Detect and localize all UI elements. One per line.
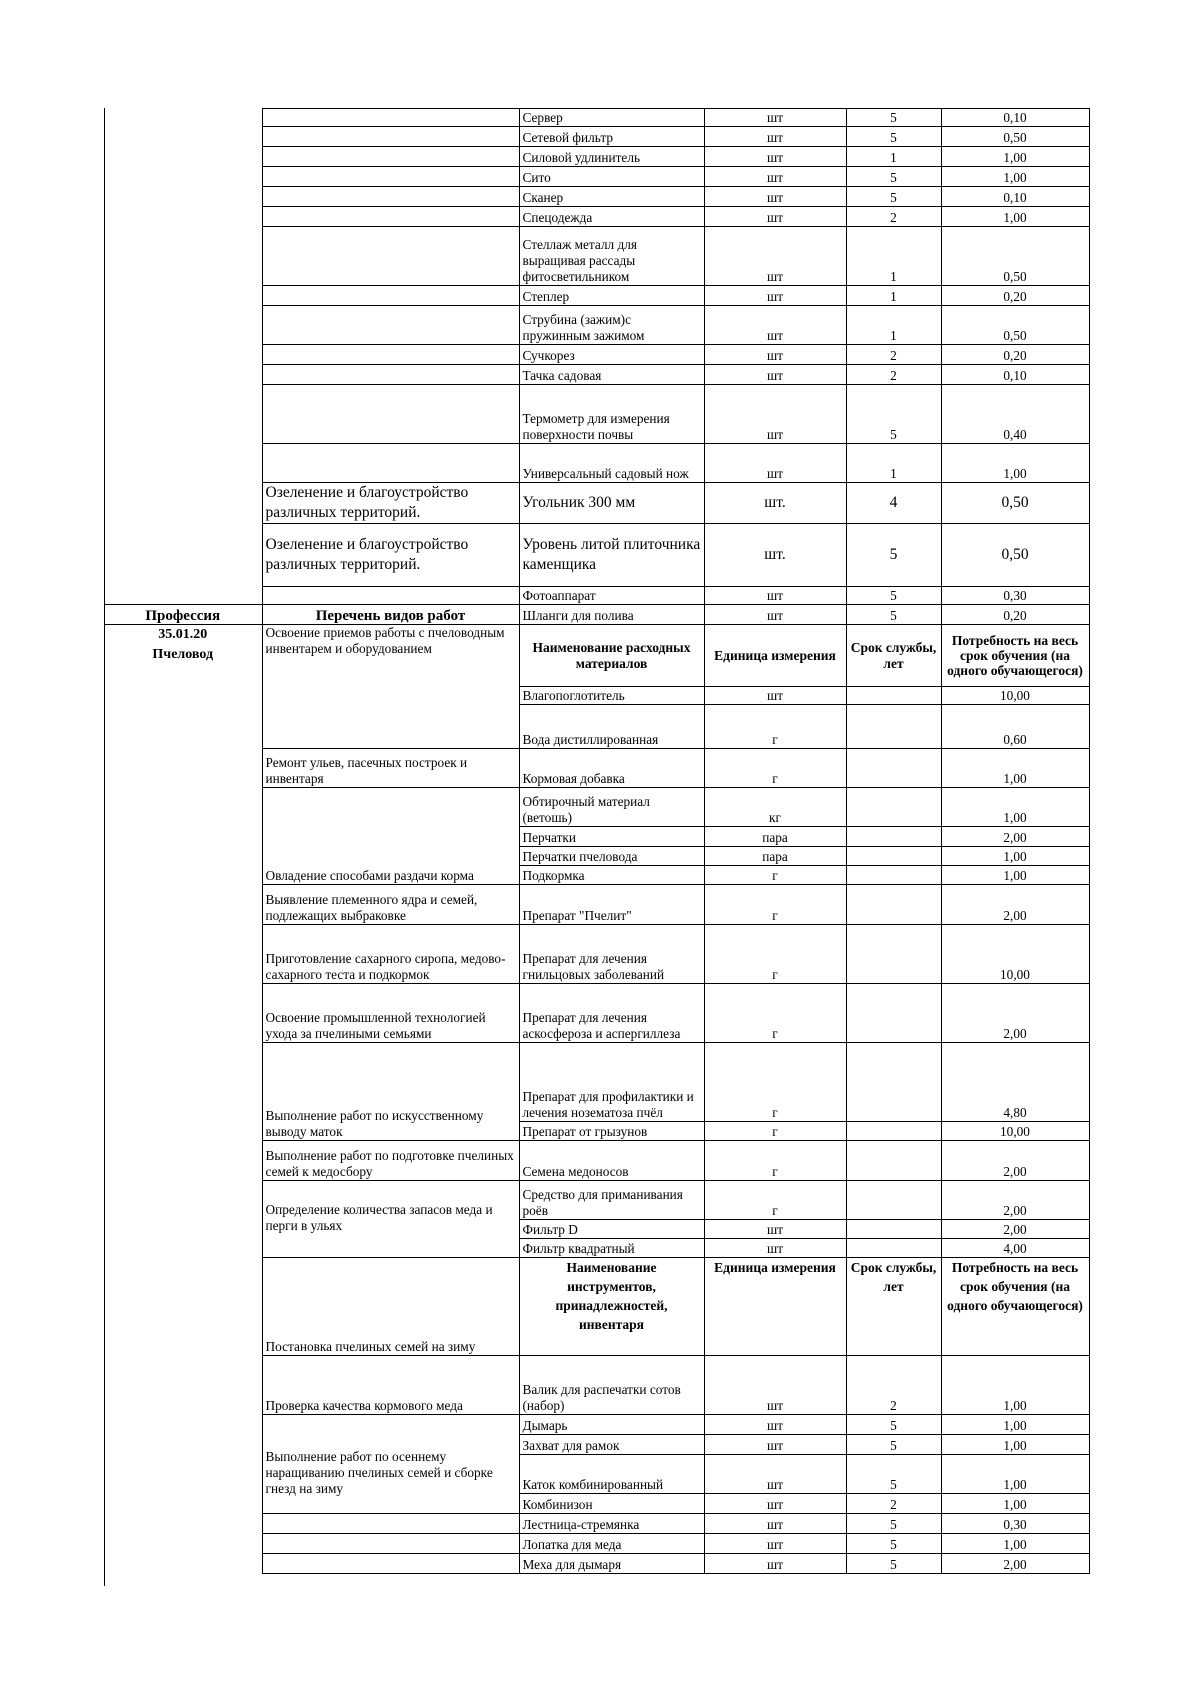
table-cell: пара	[704, 827, 846, 847]
table-cell: Единица измерения	[704, 625, 846, 687]
table-cell	[846, 1141, 941, 1181]
table-cell	[262, 207, 519, 227]
table-cell	[262, 147, 519, 167]
table-cell	[846, 788, 941, 827]
table-cell: Вода дистиллированная	[519, 705, 704, 749]
table-cell: Степлер	[519, 286, 704, 306]
table-cell: Универсальный садовый нож	[519, 444, 704, 483]
table-cell: г	[704, 749, 846, 788]
table-cell: Препарат для профилактики и лечения нозематоза пчёл	[519, 1043, 704, 1122]
table-cell: шт	[704, 1415, 846, 1435]
table-cell	[846, 687, 941, 705]
empty-cell	[104, 1043, 262, 1122]
empty-cell	[104, 345, 262, 365]
empty-cell	[104, 483, 262, 524]
table-cell	[846, 1220, 941, 1239]
table-cell: Наименование расходных материалов	[519, 625, 704, 687]
table-cell: 0,10	[941, 187, 1089, 207]
table-row	[104, 1455, 1089, 1494]
table-row	[104, 127, 1089, 147]
empty-cell	[104, 109, 262, 127]
empty-cell	[104, 385, 262, 444]
table-cell: шт.	[704, 524, 846, 587]
table-cell: 1	[846, 286, 941, 306]
table-cell: шт	[704, 1220, 846, 1239]
table-cell: 0,20	[941, 345, 1089, 365]
work-item: Выполнение работ по подготовке пчелиных семей к медосбору	[262, 1141, 519, 1181]
table-cell: 0,30	[941, 587, 1089, 605]
empty-cell	[104, 1514, 262, 1534]
table-cell: Подкормка	[519, 866, 704, 885]
empty-cell	[104, 1220, 262, 1239]
table-cell	[262, 127, 519, 147]
empty-cell	[262, 1554, 519, 1574]
table-cell	[846, 705, 941, 749]
work-item: Постановка пчелиных семей на зиму	[262, 1258, 519, 1356]
table-row	[104, 187, 1089, 207]
table-cell: 1,00	[941, 847, 1089, 866]
table-cell: 5	[846, 605, 941, 625]
table-cell: 2,00	[941, 1554, 1089, 1574]
table-cell: Потребность на весь срок обучения (на одного обучающегося)	[941, 1258, 1089, 1356]
table-cell: Фильтр квадратный	[519, 1239, 704, 1258]
table-row	[104, 167, 1089, 187]
table-row	[104, 147, 1089, 167]
table-cell: 5	[846, 127, 941, 147]
table-cell: Тачка садовая	[519, 365, 704, 385]
profession-cell	[104, 625, 262, 749]
table-cell: Сучкорез	[519, 345, 704, 365]
table-cell	[262, 587, 519, 605]
table-cell: шт	[704, 444, 846, 483]
empty-cell	[104, 1435, 262, 1455]
table-cell: 1,00	[941, 1356, 1089, 1415]
empty-cell	[262, 1534, 519, 1554]
empty-cell	[104, 1141, 262, 1181]
table-row	[104, 866, 1089, 885]
table-row	[104, 1043, 1089, 1122]
table-cell: 5	[846, 1514, 941, 1534]
table-cell	[262, 286, 519, 306]
resource-table	[104, 108, 1090, 1574]
table-row	[104, 385, 1089, 444]
table-cell: Угольник 300 мм	[519, 483, 704, 524]
table-cell: шт	[704, 1435, 846, 1455]
empty-cell	[104, 147, 262, 167]
table-row	[104, 885, 1089, 925]
table-cell: 5	[846, 385, 941, 444]
profession-header-row	[104, 605, 1089, 625]
table-cell: 5	[846, 109, 941, 127]
table-cell: 2,00	[941, 1181, 1089, 1220]
table-cell: Уровень литой плиточника каменщика	[519, 524, 704, 587]
table-row	[104, 286, 1089, 306]
table-cell: 1,00	[941, 1494, 1089, 1514]
empty-cell	[104, 749, 262, 788]
table-cell: Фотоаппарат	[519, 587, 704, 605]
empty-cell	[104, 827, 262, 847]
table-cell: г	[704, 925, 846, 984]
table-cell: шт	[704, 167, 846, 187]
empty-cell	[104, 187, 262, 207]
empty-cell	[104, 1455, 262, 1494]
table-cell: Срок службы, лет	[846, 625, 941, 687]
empty-cell	[104, 1554, 262, 1574]
table-cell: 2	[846, 1356, 941, 1415]
table-cell: 0,50	[941, 127, 1089, 147]
resource-table-page	[104, 108, 1089, 1574]
empty-cell	[104, 207, 262, 227]
work-item: Освоение приемов работы с пчеловодным инвентарем и оборудованием	[262, 625, 519, 749]
table-cell: 0,60	[941, 705, 1089, 749]
table-cell: Сервер	[519, 109, 704, 127]
table-cell: Срок службы, лет	[846, 1258, 941, 1356]
table-row	[104, 1181, 1089, 1220]
table-cell: г	[704, 1141, 846, 1181]
table-row	[104, 1239, 1089, 1258]
table-cell: Препарат от грызунов	[519, 1122, 704, 1141]
table-cell: шт	[704, 207, 846, 227]
table-cell: 1,00	[941, 444, 1089, 483]
table-cell: шт.	[704, 483, 846, 524]
work-item: Освоение промышленной технологией ухода за пчелиными семьями	[262, 984, 519, 1043]
table-row	[104, 207, 1089, 227]
table-cell: Перчатки	[519, 827, 704, 847]
table-cell: шт	[704, 1554, 846, 1574]
table-cell: Спецодежда	[519, 207, 704, 227]
table-cell: Средство для приманивания роёв	[519, 1181, 704, 1220]
table-cell: 2,00	[941, 827, 1089, 847]
table-cell: 0,30	[941, 1514, 1089, 1534]
empty-cell	[104, 587, 262, 605]
table-cell: 1,00	[941, 1415, 1089, 1435]
table-row	[104, 365, 1089, 385]
table-cell: г	[704, 1043, 846, 1122]
table-cell: 1	[846, 306, 941, 345]
table-cell	[262, 444, 519, 483]
table-cell	[846, 885, 941, 925]
table-cell: 1,00	[941, 866, 1089, 885]
table-row	[104, 109, 1089, 127]
table-cell: шт	[704, 1534, 846, 1554]
table-cell: шт	[704, 1514, 846, 1534]
table-cell: шт	[704, 587, 846, 605]
table-cell: шт	[704, 687, 846, 705]
table-cell: шт	[704, 365, 846, 385]
table-row	[104, 1356, 1089, 1415]
table-cell	[846, 984, 941, 1043]
table-cell: Препарат для лечения аскосфероза и аспергиллеза	[519, 984, 704, 1043]
table-cell: 4,80	[941, 1043, 1089, 1122]
table-cell: 10,00	[941, 1122, 1089, 1141]
table-cell: 5	[846, 587, 941, 605]
table-cell: Стеллаж металл для выращивая рассады фитосветильником	[519, 227, 704, 286]
table-cell: Потребность на весь срок обучения (на одного обучающегося)	[941, 625, 1089, 687]
table-cell: 5	[846, 1435, 941, 1455]
table-cell	[846, 749, 941, 788]
table-cell: 0,40	[941, 385, 1089, 444]
table-row	[104, 1494, 1089, 1514]
tools-header-row	[104, 1258, 1089, 1356]
table-cell: Силовой удлинитель	[519, 147, 704, 167]
empty-cell	[104, 306, 262, 345]
table-cell: Кормовая добавка	[519, 749, 704, 788]
table-cell	[846, 866, 941, 885]
table-cell	[846, 1122, 941, 1141]
table-cell: 0,50	[941, 524, 1089, 587]
table-row	[104, 1534, 1089, 1554]
table-cell: Перчатки пчеловода	[519, 847, 704, 866]
empty-cell	[104, 227, 262, 286]
table-cell: 1	[846, 147, 941, 167]
work-item: Овладение способами раздачи корма	[262, 788, 519, 885]
table-cell: Лопатка для меда	[519, 1534, 704, 1554]
table-cell: 1,00	[941, 147, 1089, 167]
table-cell: 1,00	[941, 207, 1089, 227]
table-cell	[262, 365, 519, 385]
table-cell: 0,10	[941, 109, 1089, 127]
table-cell: г	[704, 866, 846, 885]
empty-cell	[104, 1494, 262, 1514]
work-item: Выявление племенного ядра и семей, подлежащих выбраковке	[262, 885, 519, 925]
table-row	[104, 444, 1089, 483]
table-cell: 4,00	[941, 1239, 1089, 1258]
empty-cell	[104, 847, 262, 866]
table-cell: г	[704, 984, 846, 1043]
table-cell	[262, 306, 519, 345]
table-row	[104, 1554, 1089, 1574]
table-cell: 2,00	[941, 984, 1089, 1043]
empty-cell	[104, 1356, 262, 1415]
empty-cell	[104, 1258, 262, 1356]
table-cell	[846, 1181, 941, 1220]
table-cell: 5	[846, 167, 941, 187]
table-cell	[262, 227, 519, 286]
table-cell: 2	[846, 365, 941, 385]
table-cell	[846, 827, 941, 847]
empty-cell	[104, 444, 262, 483]
table-cell: 0,50	[941, 227, 1089, 286]
table-row	[104, 984, 1089, 1043]
table-cell: шт	[704, 605, 846, 625]
table-cell	[846, 847, 941, 866]
table-cell: Комбинизон	[519, 1494, 704, 1514]
work-item: Определение количества запасов меда и перги в ульях	[262, 1181, 519, 1258]
empty-cell	[104, 286, 262, 306]
table-cell: шт	[704, 345, 846, 365]
materials-header-row	[104, 625, 1089, 687]
table-cell: Семена медоносов	[519, 1141, 704, 1181]
empty-cell	[104, 1122, 262, 1141]
table-row	[104, 345, 1089, 365]
table-cell: 5	[846, 524, 941, 587]
table-cell: 4	[846, 483, 941, 524]
work-item: Выполнение работ по осеннему наращиванию пчелиных семей и сборке гнезд на зиму	[262, 1415, 519, 1514]
table-row	[104, 1435, 1089, 1455]
table-cell: 5	[846, 1455, 941, 1494]
table-row	[104, 227, 1089, 286]
table-cell: 2,00	[941, 1220, 1089, 1239]
table-cell: шт	[704, 1239, 846, 1258]
table-cell: 1,00	[941, 1435, 1089, 1455]
table-cell: г	[704, 705, 846, 749]
table-cell: г	[704, 1181, 846, 1220]
table-cell: Каток комбинированный	[519, 1455, 704, 1494]
table-cell	[262, 345, 519, 365]
table-cell: кг	[704, 788, 846, 827]
table-cell: г	[704, 885, 846, 925]
table-cell: 1,00	[941, 167, 1089, 187]
table-row	[104, 1415, 1089, 1435]
empty-cell	[104, 885, 262, 925]
table-cell: 1	[846, 444, 941, 483]
work-item: Выполнение работ по искусственному выводу маток	[262, 1043, 519, 1141]
empty-cell	[104, 127, 262, 147]
empty-cell	[104, 1239, 262, 1258]
table-cell: шт	[704, 227, 846, 286]
table-cell: 0,20	[941, 605, 1089, 625]
table-cell: Термометр для измерения поверхности почвы	[519, 385, 704, 444]
empty-cell	[262, 1514, 519, 1534]
table-cell: 1,00	[941, 749, 1089, 788]
table-cell: 0,20	[941, 286, 1089, 306]
table-cell: г	[704, 1122, 846, 1141]
work-item: Приготовление сахарного сиропа, медово-сахарного теста и подкормок	[262, 925, 519, 984]
table-cell: 5	[846, 187, 941, 207]
table-cell: Озеленение и благоустройство различных территорий.	[262, 483, 519, 524]
table-cell	[262, 167, 519, 187]
table-cell: 1,00	[941, 788, 1089, 827]
works-column-header: Перечень видов работ	[262, 605, 519, 625]
table-cell: шт	[704, 1356, 846, 1415]
empty-cell	[104, 866, 262, 885]
table-cell: Меха для дымаря	[519, 1554, 704, 1574]
table-row	[104, 1514, 1089, 1534]
table-cell: 10,00	[941, 925, 1089, 984]
table-cell: Влагопоглотитель	[519, 687, 704, 705]
table-cell: Сетевой фильтр	[519, 127, 704, 147]
table-cell: Лестница-стремянка	[519, 1514, 704, 1534]
table-row	[104, 1141, 1089, 1181]
table-row	[104, 788, 1089, 827]
table-cell	[846, 1239, 941, 1258]
table-row	[104, 749, 1089, 788]
table-cell: Наименование инструментов, принадлежностей, инвентаря	[519, 1258, 704, 1356]
table-cell: 2	[846, 207, 941, 227]
table-cell: 2,00	[941, 1141, 1089, 1181]
table-row	[104, 306, 1089, 345]
profession-title: Пчеловод	[152, 647, 214, 662]
table-cell: 0,50	[941, 306, 1089, 345]
table-cell: Сито	[519, 167, 704, 187]
table-cell: 1,00	[941, 1455, 1089, 1494]
table-cell	[846, 925, 941, 984]
table-cell: Шланги для полива	[519, 605, 704, 625]
empty-cell	[104, 167, 262, 187]
table-cell: Озеленение и благоустройство различных территорий.	[262, 524, 519, 587]
table-cell: Сканер	[519, 187, 704, 207]
table-cell: 5	[846, 1415, 941, 1435]
table-cell: 10,00	[941, 687, 1089, 705]
empty-cell	[104, 1415, 262, 1435]
table-cell: шт	[704, 385, 846, 444]
table-cell: Единица измерения	[704, 1258, 846, 1356]
table-cell: Дымарь	[519, 1415, 704, 1435]
table-row	[104, 483, 1089, 524]
empty-cell	[104, 984, 262, 1043]
table-cell: 1,00	[941, 1534, 1089, 1554]
table-cell	[846, 1043, 941, 1122]
table-cell: 2	[846, 1494, 941, 1514]
table-row	[104, 925, 1089, 984]
table-cell: Препарат для лечения гнильцовых заболеваний	[519, 925, 704, 984]
empty-cell	[104, 1181, 262, 1220]
table-cell: 1	[846, 227, 941, 286]
table-cell: 0,50	[941, 483, 1089, 524]
table-cell	[262, 109, 519, 127]
table-cell: шт	[704, 127, 846, 147]
table-cell: 2	[846, 345, 941, 365]
empty-cell	[104, 1534, 262, 1554]
work-item: Проверка качества кормового меда	[262, 1356, 519, 1415]
table-cell: Струбина (зажим)с пружинным зажимом	[519, 306, 704, 345]
table-row	[104, 827, 1089, 847]
table-row	[104, 1220, 1089, 1239]
table-cell: шт	[704, 306, 846, 345]
table-cell: пара	[704, 847, 846, 866]
table-cell: 5	[846, 1534, 941, 1554]
profession-column-header: Профессия	[104, 605, 262, 625]
table-cell: шт	[704, 187, 846, 207]
table-cell: Валик для распечатки сотов (набор)	[519, 1356, 704, 1415]
table-cell	[262, 385, 519, 444]
table-cell: Фильтр D	[519, 1220, 704, 1239]
empty-cell	[104, 524, 262, 587]
table-cell: Препарат "Пчелит"	[519, 885, 704, 925]
table-cell: Захват для рамок	[519, 1435, 704, 1455]
table-row	[104, 1122, 1089, 1141]
table-row	[104, 524, 1089, 587]
table-cell: 2,00	[941, 885, 1089, 925]
table-cell: шт	[704, 1455, 846, 1494]
table-cell: шт	[704, 109, 846, 127]
table-cell: шт	[704, 1494, 846, 1514]
table-row	[104, 847, 1089, 866]
table-cell: Обтирочный материал (ветошь)	[519, 788, 704, 827]
table-row	[104, 587, 1089, 605]
empty-cell	[104, 365, 262, 385]
profession-code: 35.01.20	[158, 627, 208, 642]
empty-cell	[104, 925, 262, 984]
table-cell: 0,10	[941, 365, 1089, 385]
table-cell: шт	[704, 147, 846, 167]
table-cell	[262, 187, 519, 207]
empty-cell	[104, 788, 262, 827]
table-cell: шт	[704, 286, 846, 306]
table-cell: 5	[846, 1554, 941, 1574]
work-item: Ремонт ульев, пасечных построек и инвентаря	[262, 749, 519, 788]
